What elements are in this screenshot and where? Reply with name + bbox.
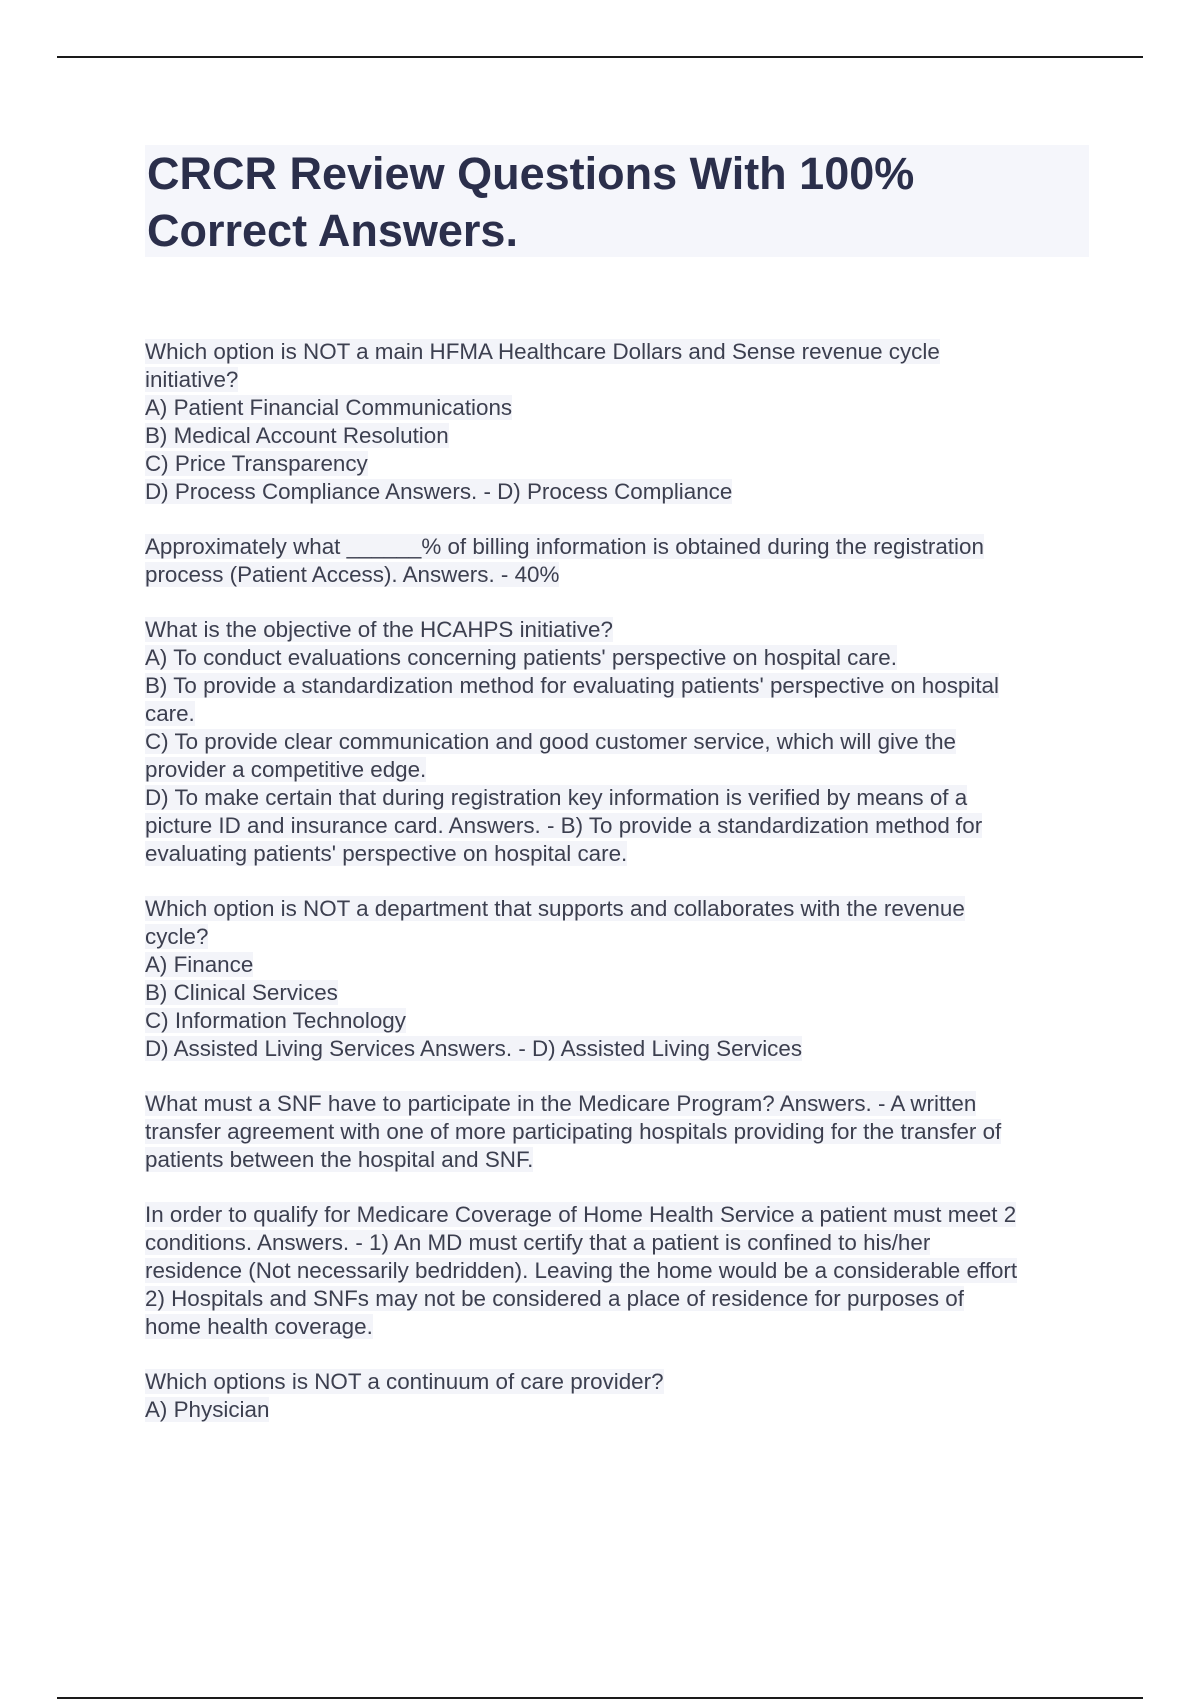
option-line: D) To make certain that during registration key information is verified by means of a xyxy=(145,785,968,810)
top-rule xyxy=(57,56,1143,58)
question-line: cycle? xyxy=(145,924,209,949)
option-line: A) Patient Financial Communications xyxy=(145,395,513,420)
option-line: provider a competitive edge. xyxy=(145,757,427,782)
qa-block xyxy=(145,895,1095,1063)
qa-block xyxy=(145,533,1095,589)
option-line: C) Information Technology xyxy=(145,1008,406,1033)
page-title xyxy=(145,145,1089,259)
answer-line: transfer agreement with one of more participating hospitals providing for the transfer of xyxy=(145,1119,1002,1144)
option-line: A) Physician xyxy=(145,1397,270,1422)
question-line: In order to qualify for Medicare Coverage of Home Health Service a patient must meet 2 xyxy=(145,1202,1017,1227)
answer-line: picture ID and insurance card. Answers. - B) To provide a standardization method for xyxy=(145,813,983,838)
qa-block xyxy=(145,616,1095,868)
answer-line: conditions. Answers. - 1) An MD must certify that a patient is confined to his/her xyxy=(145,1230,931,1255)
option-line: C) To provide clear communication and good customer service, which will give the xyxy=(145,729,956,754)
bottom-rule xyxy=(57,1697,1143,1699)
page-title-line: CRCR Review Questions With 100% xyxy=(147,148,915,199)
qa-block xyxy=(145,1090,1095,1174)
option-line: A) Finance xyxy=(145,952,254,977)
answer-line: process (Patient Access). Answers. - 40% xyxy=(145,562,560,587)
option-line: B) Clinical Services xyxy=(145,980,338,1005)
answer-line: D) Assisted Living Services Answers. - D) Assisted Living Services xyxy=(145,1036,803,1061)
option-line: A) To conduct evaluations concerning patients' perspective on hospital care. xyxy=(145,645,897,670)
answer-line: evaluating patients' perspective on hospital care. xyxy=(145,841,628,866)
qa-block xyxy=(145,338,1095,506)
page-title-line: Correct Answers. xyxy=(147,205,518,256)
document-body xyxy=(145,338,1095,1451)
option-line: B) To provide a standardization method for evaluating patients' perspective on hospital xyxy=(145,673,999,698)
answer-line: home health coverage. xyxy=(145,1314,373,1339)
answer-line: 2) Hospitals and SNFs may not be considered a place of residence for purposes of xyxy=(145,1286,964,1311)
answer-line: residence (Not necessarily bedridden). Leaving the home would be a considerable effort xyxy=(145,1258,1018,1283)
question-line: initiative? xyxy=(145,367,239,392)
title-banner xyxy=(145,145,1089,257)
option-line: B) Medical Account Resolution xyxy=(145,423,449,448)
question-line: Which option is NOT a department that supports and collaborates with the revenue xyxy=(145,896,965,921)
question-line: Approximately what ______% of billing information is obtained during the registration xyxy=(145,534,984,559)
answer-line: D) Process Compliance Answers. - D) Process Compliance xyxy=(145,479,733,504)
question-line: Which option is NOT a main HFMA Healthcare Dollars and Sense revenue cycle xyxy=(145,339,940,364)
answer-line: patients between the hospital and SNF. xyxy=(145,1147,534,1172)
qa-block xyxy=(145,1368,1095,1424)
qa-block xyxy=(145,1201,1095,1341)
option-line: C) Price Transparency xyxy=(145,451,368,476)
question-line: What must a SNF have to participate in the Medicare Program? Answers. - A written xyxy=(145,1091,977,1116)
question-line: Which options is NOT a continuum of care provider? xyxy=(145,1369,664,1394)
option-line: care. xyxy=(145,701,195,726)
question-line: What is the objective of the HCAHPS initiative? xyxy=(145,617,613,642)
